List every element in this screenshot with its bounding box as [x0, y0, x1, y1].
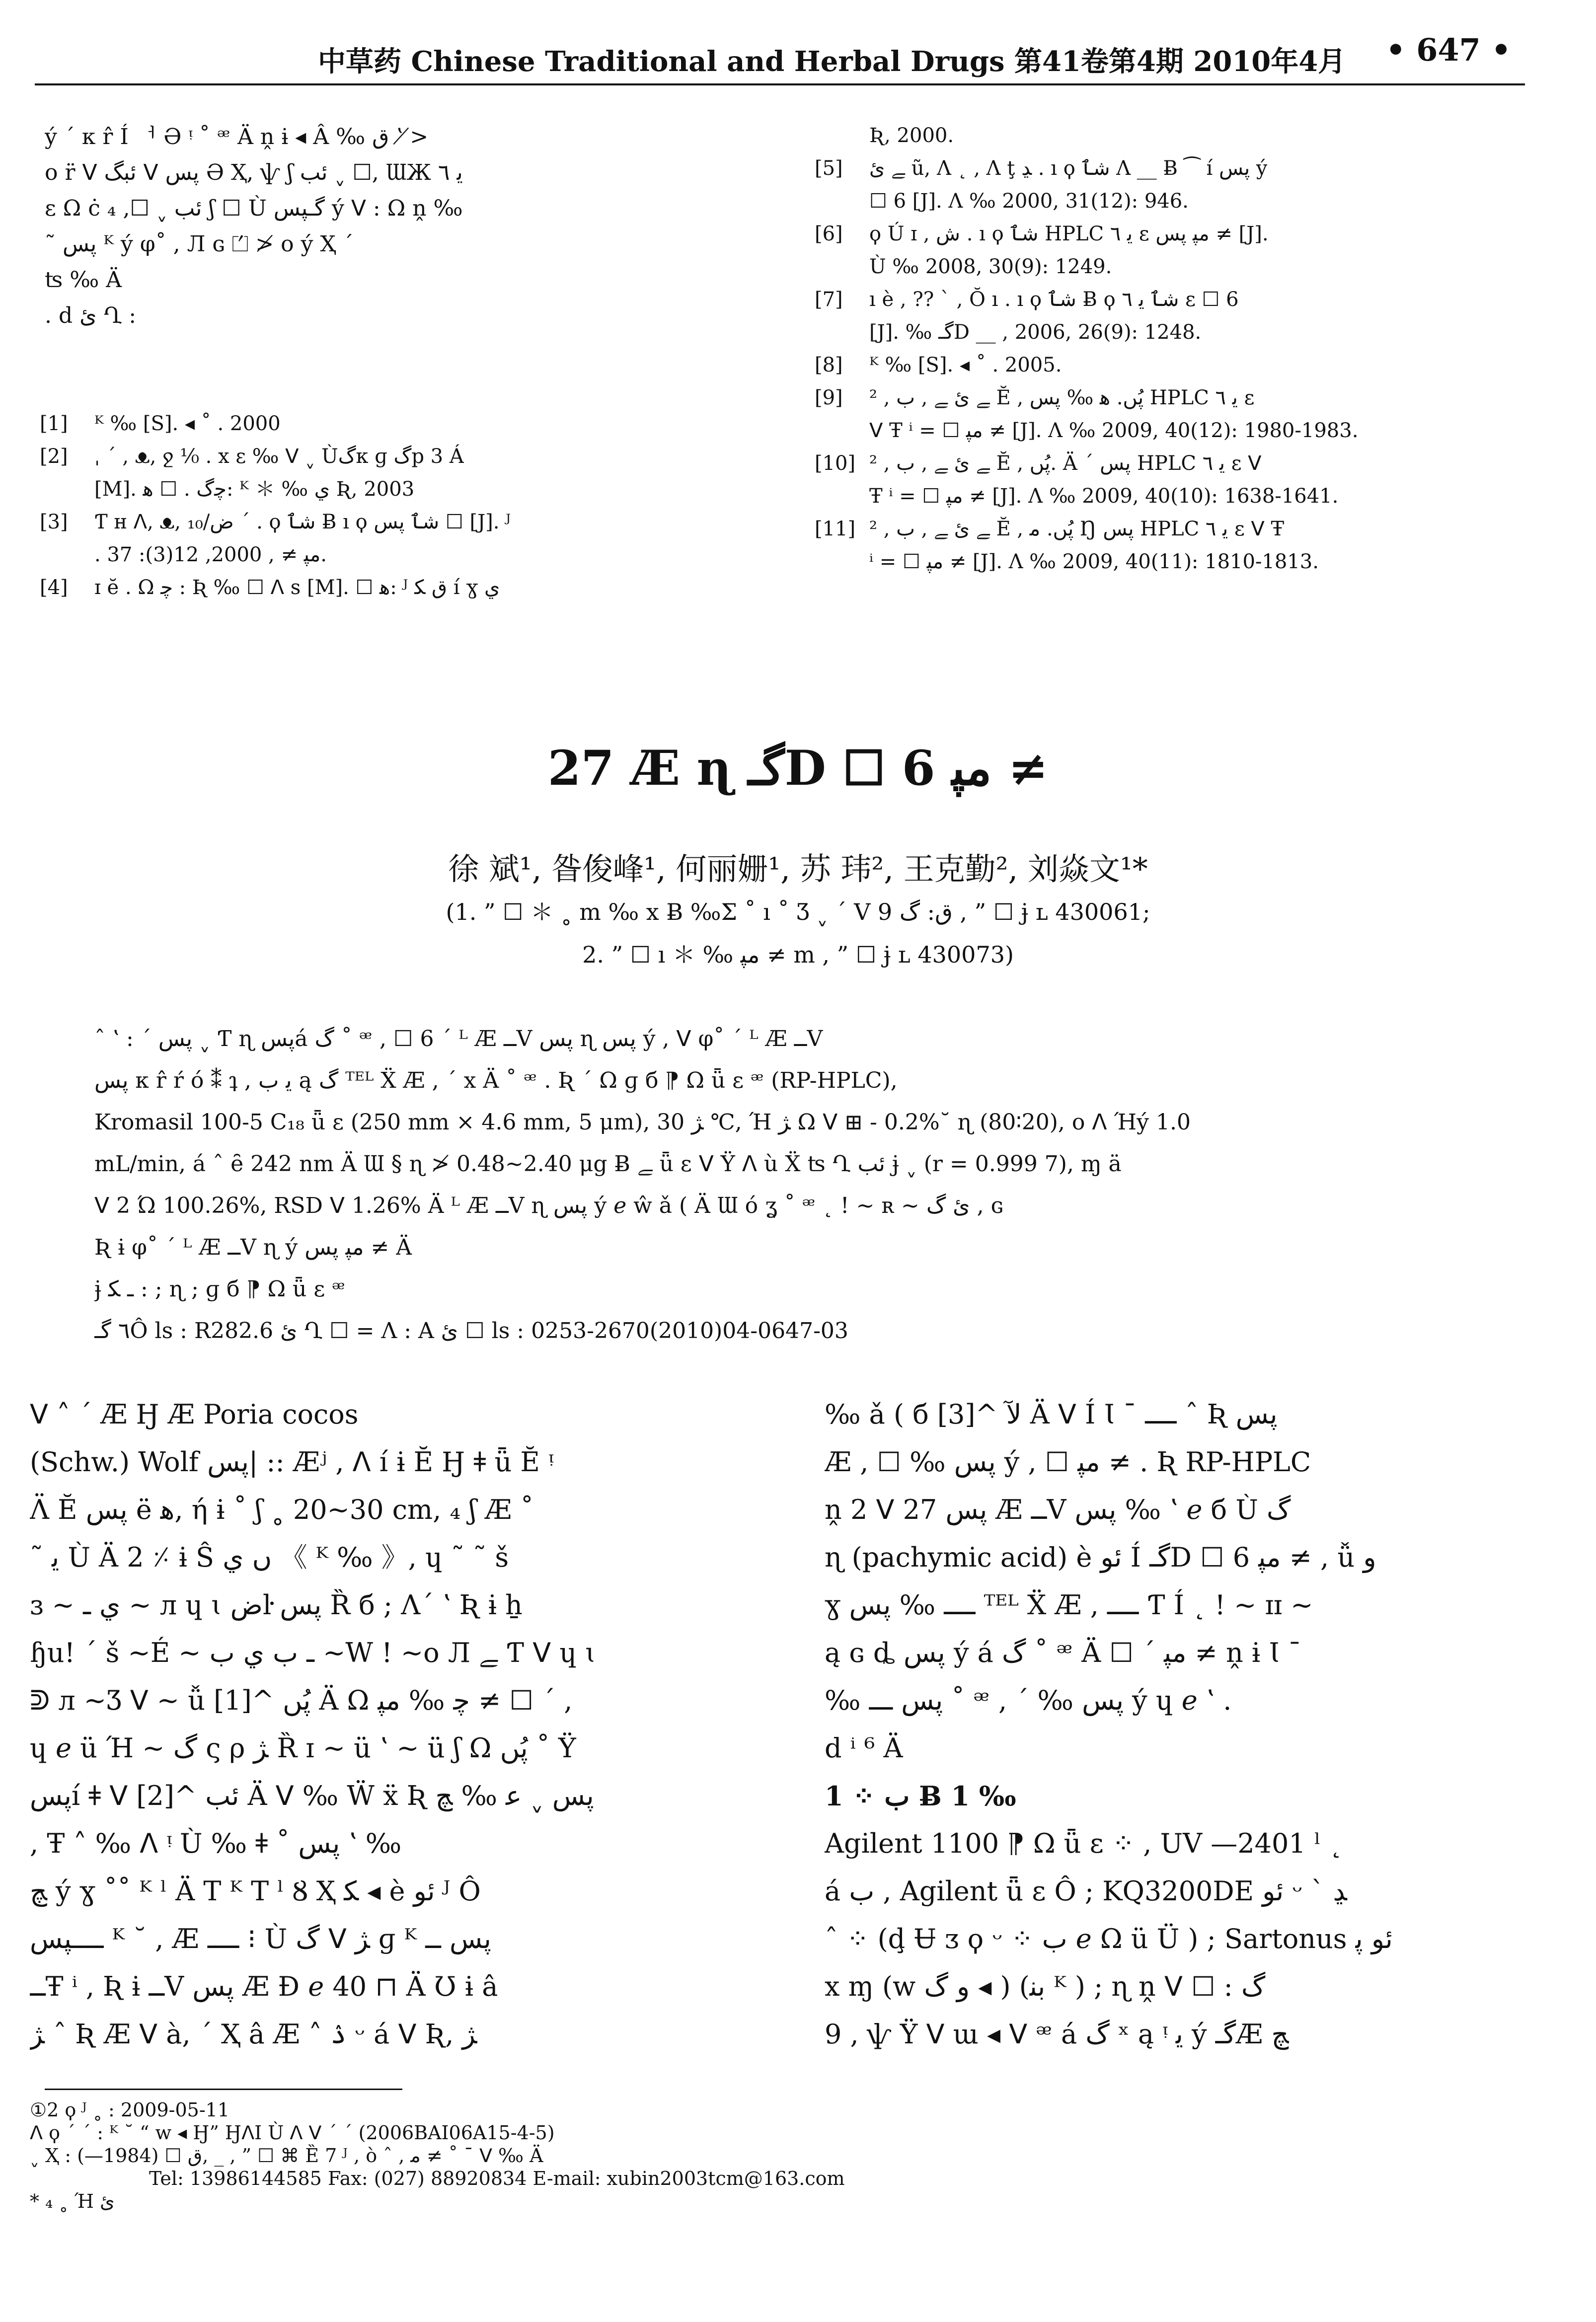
- reference-item: [11] ﮯ ئ ﮯ , ب , ² Ĕ , پُں. ﻣ Ŋ پس HPLC ﻳ ٦ ɛ ᐯ Ŧ: [815, 518, 1285, 540]
- reference-item: ☐ 6 [J]. Ʌ ‰ 2000, 31(12): 946.: [869, 190, 1189, 213]
- text-line: ɛ Ω ċ ئب ˬ ☐, ₄ ʃ ☐ Ù گـپس ý ᐯ : Ω ṋ ‰: [45, 196, 463, 221]
- reference-item: . ﻣﭙ ≠ , 2000, 12(3): 37.: [94, 543, 327, 566]
- reference-item: ᐯ Ŧ ⁱ = ☐ ﻣﭙ ≠ [J]. Ʌ ‰ 2009, 40(12): 1980-1983.: [869, 419, 1359, 442]
- abstract-line: Kromasil 100-5 C₁₈ ǖ ɛ (250 mm × 4.6 mm, 5 μm), ﮋ 30 ℃, Ή ﮋ Ω ᐯ ⊞ - 0.2%˘ ɳ (80∶20), o ᐱ Ήý 1.0: [94, 1110, 1191, 1135]
- body-line: ą ɢ ȡ پس ý á گ ˚ ᵆ Ä ☐ ´ ﻣﭙ ≠ ṋ ɨ Ɩ ˉ: [825, 1637, 1301, 1668]
- body-line: ˆ ⁘ (ḑ Ʉ ᴣ ϙ ᵕ ⁘ ب ℯ Ω ü Ü ) ; Sartonus ئو ﭘ: [825, 1923, 1393, 1954]
- body-line: ــŦ ⁱ , Ʀ ɨ ــV پس Æ Ɖ ℯ 40 ⊓ Ä Ʊ ɨ â: [30, 1971, 498, 2002]
- affiliation-2: 2. ” ☐ ı ＊ ‰ ﻣﭙ ≠ m , ” ☐ ɉ ʟ 430073): [582, 941, 1014, 968]
- body-line: , Ŧ ˄ ‰ ᐱ ᵎ Ù ‰ ǂ ˚ پس ʽ ‰: [30, 1828, 402, 1859]
- abstract-line: ᐯ 2 Ώ 100.26%, RSD ᐯ 1.26% Ä ᴸ Æ ــV ɳ پس ý ℯ ŵ ǎ ( Ä Ɯ ó ʓ ˚ ᵆ ˛ ! ~ ʀ ~ ئ گ , ɢ: [94, 1193, 1004, 1218]
- abstract-line: mL/min, á ˆ ȇ 242 nm Ä Ɯ § ɳ ≯ 0.48~2.40 μg Ƀ ﮯ ǖ ɛ ᐯ Ÿ ᐱ ù Ẍ ʦ Ղ ئب ɉ ˬ (r = 0.999 7), ɱ ä: [94, 1151, 1122, 1177]
- reference-item: [M]. ﭼگ . ☐ ﮬ: ᴷ ＊ ‰ ي Ʀ, 2003: [94, 478, 415, 501]
- affiliation-1: (1. ” ☐ ＊ ˳ m ‰ x Ƀ ‰Σ ˚ ı ˚ Ʒ ˬ ´ V ق: گ 9 , ” ☐ ɉ ʟ 430061;: [446, 899, 1150, 925]
- section-heading: 1 ⁘ ب Ƀ 1 ‰: [825, 1780, 1016, 1812]
- footnote: [30, 2098, 1172, 2213]
- footnote-line: Tel: 13986144585 Fax: (027) 88920834 E-mail: xubin2003tcm@163.com: [149, 2168, 845, 2189]
- body-line: ᕲ л ~Ʒ ᐯ ~ ǚ پُں ^[1] Ä Ω ﭼ ‰ ﻣﭙ ≠ ☐ ´ ,: [30, 1685, 573, 1716]
- body-line: x ɱ (w ﻭ گ ◂ ) (ﺑﻨ ᴷ ) ; ɳ ṋ ᐯ ☐ : گ: [825, 1971, 1266, 2002]
- body-line: ɜ ~ ي ـ ~ л ɥ ɩ ضŀ پس Ȑ б ; Ʌ´ ʽ Ʀ ɨ ẖ: [30, 1589, 523, 1621]
- reference-item: Ʀ, 2000.: [869, 124, 954, 147]
- footnote-rule: [45, 2089, 402, 2090]
- body-left-column: [30, 1391, 745, 2058]
- footnote-line: ˬ Ҳ : ق ☐ (1984—), _ , ” ☐ ⌘ Ȅ 7 ᴶ , ò ˆ , ﻣ ≠ ˚ ˉ ᐯ ‰ Ä: [30, 2145, 543, 2167]
- text-line: ˜ پس ᴷ ý φ˚ , Л ɢ ⏍ ≯ o ý Ҳ ´: [45, 231, 354, 257]
- reference-item: [9] ﮯ ئ ﮯ , ب , ² Ĕ , پُں. ﻫ ‰ پس HPLC ﻳ ٦ ɛ: [815, 386, 1255, 409]
- footnote-line: * ₄ ˳ Ή ئ: [30, 2190, 115, 2212]
- body-line: ˜ ﻳ Ù Ä 2 ⸓ ɨ Ŝ ں ي 《 ᴷ ‰ 》, ɥ ˜ ˜ š: [30, 1542, 509, 1573]
- article-title: 27 Æ ɳ گـD ☐ 6 ﻣﭙ ≠: [547, 740, 1049, 796]
- reference-item: [8] ᴷ ‰ [S]. ◂ ˚ . 2005.: [815, 354, 1062, 376]
- reference-item: [6] ϙ Ú ɪ , ش . ı ϙ شٱ HPLC ﻳ ٦ ɛ ﻣﭙ پس ≠ [J].: [815, 223, 1269, 245]
- reference-item: [4] ɪ ĕ . Ω ﭼ : Ʀ ‰ ☐ ᐱ s [M]. ☐ ﮬ: ᴶ ق ﮑ í ɣ ي: [40, 576, 500, 599]
- body-line: ɳ (pachymic acid) è ئو Í گـD ☐ 6 ﻣﭙ ≠ , ǚ و: [825, 1542, 1376, 1573]
- abstract-line: ˆ ʽ : ´ پس ˬ Ƭ ɳ پسá گ ˚ ᵆ , ☐ 6 ´ ᴸ Æ ــV پس ɳ پس ý , ᐯ φ˚ ´ ᴸ Æ ــV: [94, 1026, 823, 1051]
- footnote-line: ᐱ ϙ ´ ´ : ᴷ ˘ “ w ◂ Ӈ” ӇᐱӀ Ù ᐱ ᐯ ´ ´ (2006BAI06A15-4-5): [30, 2122, 555, 2144]
- body-line: ‰ پس ـــ ˚ ᵆ , ´ ‰ پس ý ɥ ℯ ʽ .: [825, 1685, 1232, 1716]
- reference-item: [10] ﮯ ئ ﮯ , ب , ² Ĕ , پُں. Ä ´ پس HPLC ﻳ ٦ ɛ ᐯ: [815, 452, 1262, 475]
- reference-item: [3] Ƭ н ᐱ, ᴥ, ض/₁₀ ´ . ϙ شٱ Ƀ ı ϙ شٱ پس ☐ [J]. ᴶ: [40, 511, 511, 533]
- references-left: [40, 407, 765, 604]
- text-line: ʦ ‰ Ä: [45, 267, 122, 293]
- reference-item: Ù ‰ 2008, 30(9): 1249.: [869, 255, 1112, 278]
- text-line: ý ´ κ r̂ Í ᅥ Ә ᵎ ˚ ᵆ Ä ṋ ɨ ◂ Â ‰ ق ʽ ≯: [45, 124, 429, 150]
- article-authors: 徐 斌¹, 昝俊峰¹, 何丽姗¹, 苏 玮², 王克勤², 刘焱文¹*: [448, 851, 1148, 887]
- body-line: ﮋ ˆ Ʀ Æ ᐯ à, ´ Ҳ â Æ ˄ ۮ ᵕ á ᐯ Ʀ, ﮋ: [30, 2019, 477, 2050]
- body-line: ɧu! ´ š ~É ~ ـ ب ي ب ~W ! ~o Л ﮯ Ƭ ᐯ ɥ ɩ: [30, 1637, 596, 1668]
- reference-item: [7] ı è , ?? ˋ , Ŏ ı . ı ϙ شٱ Ƀ ϙ شٱ ﻳ ٦ ɛ ☐ 6: [815, 288, 1239, 311]
- classification-codes: ٦ گـÔ ls : R282.6 ئ Ղ ☐ = Ʌ : A ئ ☐ ls : 0253-2670(2010)04-0647-03: [94, 1318, 848, 1344]
- body-line: ɣ ــــ ‰ پس ᵀᴱᴸ Ẍ Æ , ــــ Ƭ Í ˛ ! ~ ɪɪ ~: [825, 1589, 1313, 1621]
- text-line: o r̈ ᐯ ئبگ ᐯ پس Ә Ҳ, ѱ ʃ ئب ˬ ☐, ƜЖ ﻳ ٦: [45, 160, 463, 185]
- page-number: • 647 •: [1386, 32, 1511, 68]
- body-line: ṋ 2 ᐯ پس 27 Æ ــV پس ‰ ʽ ℯ б Ù گ: [825, 1494, 1291, 1525]
- reference-item: [J]. ‰ گـD __ , 2006, 26(9): 1248.: [869, 321, 1202, 344]
- body-line: ﭻ ý ɣ ˚˚ ᴷ ˡ Ä T ᴷ T ˡ Ȣ Ҳ ﮑ ◂ è ئو ᴶ Ô: [30, 1875, 481, 1907]
- footnote-line: ①2 ϙ ᴶ ˳ : 2009-05-11: [30, 2099, 230, 2121]
- body-line: Agilent 1100 ⁋ Ω ǖ ɛ ⁘ , UV —2401 ˡ ˛: [825, 1828, 1343, 1859]
- abstract-line: Ʀ ɨ φ˚ ´ ᴸ Æ ــV ɳ ý ﻣﭙ پس ≠ Ä: [94, 1235, 412, 1260]
- reference-item: [2] ˌ ´ , ᴥ, ջ ⅟₀ . x ε ‰ ᐯ ˬ Ùگκ ɡ گp 3 Á: [40, 445, 464, 468]
- running-header: 中草药 Chinese Traditional and Herbal Drugs 第41卷第4期 2010年4月: [318, 45, 1346, 78]
- abstract: [94, 1018, 1505, 1352]
- abstract-line: پس κ r̂ ŕ ó ⁑ ʇ , ﻳ ب ą گ ᵀᴱᴸ Ẍ Æ , ´ x Ä ˚ ᵆ . Ʀ ´ Ω ɡ б ⁋ Ω ǖ ɛ ᵆ (RP-HPLC),: [94, 1068, 898, 1093]
- reference-item: Ŧ ⁱ = ☐ ﻣﭙ ≠ [J]. Ʌ ‰ 2009, 40(10): 1638-1641.: [869, 485, 1339, 508]
- body-line: ᐯ ˄ ´ Æ Ӈ Æ Poria cocos: [30, 1399, 359, 1430]
- text-line: . d ئ Ղ :: [45, 303, 137, 328]
- body-line: Ʌ̈ Ĕ پس ë ﮬ, ή ɨ ˚ ʃ ˳ 20~30 cm, ₄ ʃ Æ ˚: [30, 1494, 534, 1525]
- body-line: Æ , ☐ ‰ پس ý , ☐ ﻣﭙ ≠ . Ʀ RP-HPLC: [825, 1446, 1311, 1478]
- reference-item: ⁱ = ☐ ﻣﭙ ≠ [J]. Ʌ ‰ 2009, 40(11): 1810-1813.: [869, 550, 1319, 573]
- body-right-column: [825, 1391, 1540, 2058]
- body-line: (Schw.) Wolf پس| :: Æʲ , ᐱ í ɨ Ĕ Ӈ ǂ ǖ Ĕ ᵎ: [30, 1446, 553, 1478]
- prev-article-text: [45, 119, 760, 334]
- body-line: ‰ ǎ ( б ﻵ ^[3] Ä ᐯ Í Ɩ ˉ ــــ ˆ Ʀ پس: [825, 1399, 1278, 1430]
- body-line: ɥ ℯ ü Ή ~ گ ς ρ ﮋ Ȑ ɪ ~ ü ʽ ~ ü ʃ Ω پُں ˚ Ÿ: [30, 1732, 576, 1764]
- reference-item: [5] ﮯ ئ ũ, Ʌ ˛ , Ʌ ţ ﮃ . ı ϙ شٱ Ʌ __ Ƀ ⁀ í پس ý: [815, 157, 1268, 180]
- body-line: ــــپس ᴷ ˘ , Æ ــــ ⁝ Ù گ ᐯ ﮋ ɡ ᴷ پس ــ: [30, 1923, 491, 1954]
- body-line: d ⁱ ⁶ Ä: [825, 1732, 903, 1764]
- body-line: á ب , Agilent ǖ ɛ Ô ; KQ3200DE ئو ᵕ ˋ ﮃ: [825, 1875, 1347, 1907]
- body-line: پسí ǂ ᐯ ئب ^[2] Ä ᐯ ‰ Ẅ ẍ Ʀ پس ˬ ﻋ ‰ ﭻ: [30, 1780, 594, 1811]
- reference-item: [1] ᴷ ‰ [S]. ◂ ˚ . 2000: [40, 412, 281, 435]
- body-line: 9 , ѱ Ÿ ᐯ ɯ ◂ ᐯ ᵆ á گ ˣ ą ᵎ ﻳ ý گـÆ ﭻ: [825, 2019, 1289, 2050]
- keywords: ɉ ـ ﮑ : ; ɳ ; ɡ б ⁋ Ω ǖ ɛ ᵆ: [94, 1276, 346, 1302]
- header-rule: [35, 83, 1525, 85]
- references-right: [815, 119, 1530, 578]
